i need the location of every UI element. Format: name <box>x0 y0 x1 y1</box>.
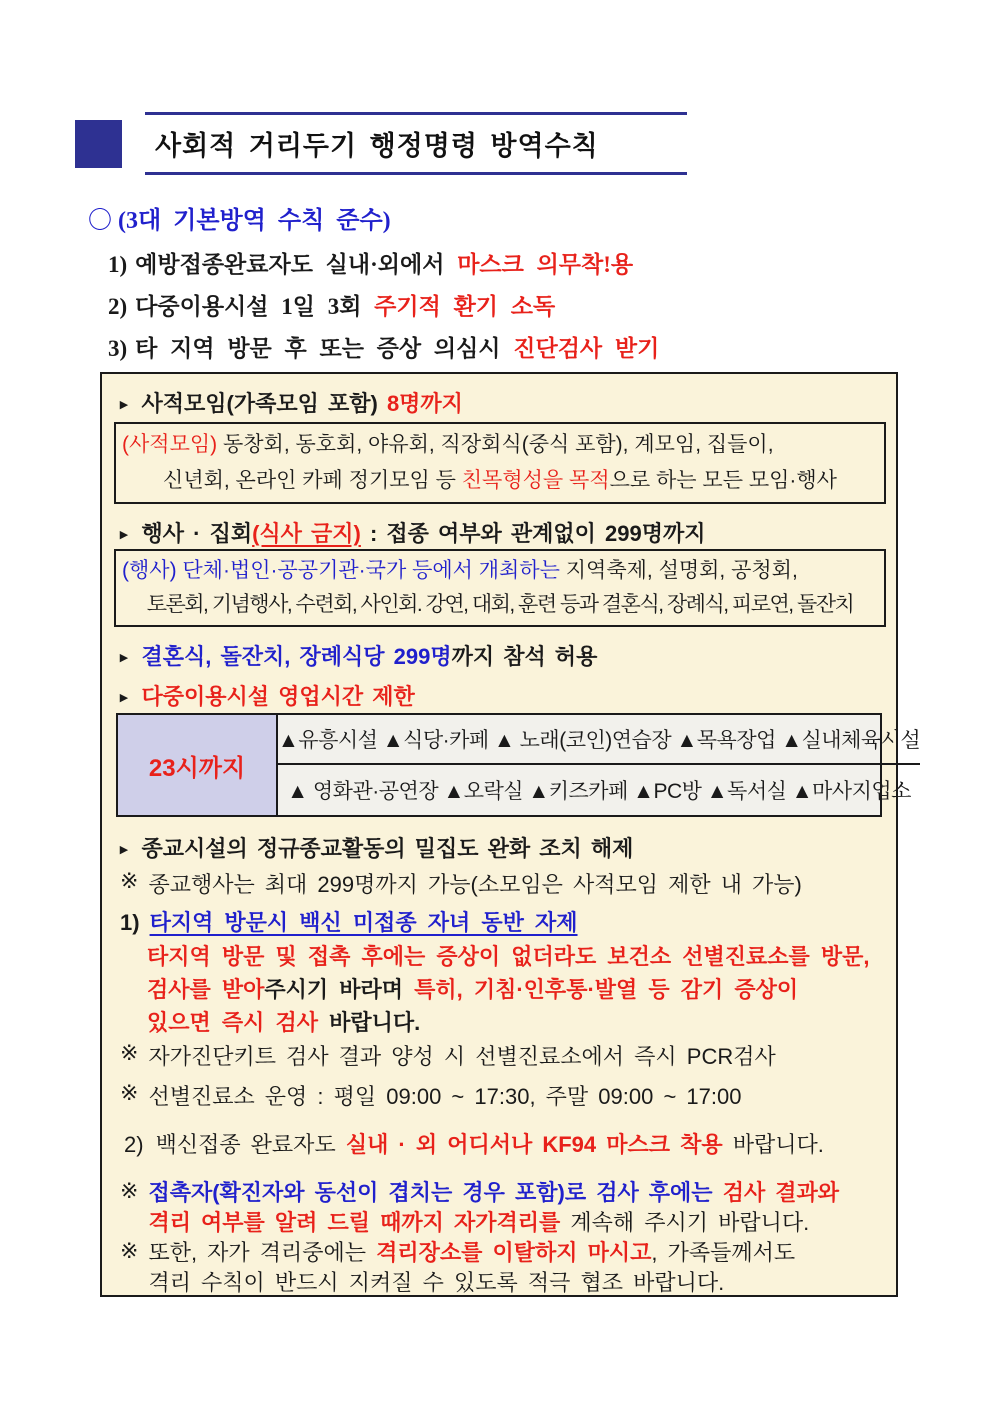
bullet-weddings <box>120 640 882 671</box>
note-clinic-hours-text: 선별진료소 운영 : 평일 09:00 ~ 17:30, 주말 09:00 ~ 17:00 <box>148 1084 742 1109</box>
intro-item-2-text: 다중이용시설 1일 3회 주기적 환기 소독 <box>135 294 556 319</box>
item-2-text: 백신접종 완료자도 실내 · 외 어디서나 KF94 마스크 착용 바랍니다. <box>155 1132 824 1157</box>
intro-heading <box>88 200 928 235</box>
bullet-events-text: 행사 · 집회(식사 금지) : 접종 여부와 관계없이 299명까지 <box>141 521 706 546</box>
item-2-line <box>124 1128 882 1159</box>
facility-list-row-1: ▲유흥시설 ▲식당·카페 ▲ 노래(코인)연습장 ▲목욕장업 ▲실내체육시설 <box>278 715 920 765</box>
item-number: 2) <box>124 1132 144 1157</box>
events-detail-box <box>114 549 886 627</box>
detail-line: 신년회, 온라인 카페 정기모임 등 친목형성을 목적으로 하는 모든 모임·행사 <box>163 469 837 492</box>
reference-mark-icon: ※ <box>120 868 139 893</box>
detail-line: 토론회, 기념행사, 수련회, 사인회. 강연, 대회, 훈련 등과 결혼식, 장례식, 피로연, 돌잔치 <box>146 593 854 616</box>
triangle-bullet-icon: ▸ <box>120 689 128 706</box>
paragraph-line: 타지역 방문 및 접촉 후에는 증상이 없더라도 보건소 선별진료소를 방문, <box>147 944 870 969</box>
intro-section <box>88 200 928 361</box>
item-number: 2) <box>108 294 128 319</box>
intro-item-3-text: 타 지역 방문 후 또는 증상 의심시 진단검사 받기 <box>135 336 660 361</box>
item-1-title: 타지역 방문시 백신 미접종 자녀 동반 자제 <box>149 910 578 935</box>
bullet-business-hours <box>120 680 882 711</box>
triangle-bullet-icon: ▸ <box>120 649 128 666</box>
rules-box <box>100 372 921 1297</box>
reference-mark-icon: ※ <box>120 1238 139 1263</box>
facility-list-row-2: ▲ 영화관·공연장 ▲오락실 ▲키즈카페 ▲PC방 ▲독서실 ▲마사지업소 <box>287 780 911 803</box>
item-number: 1) <box>108 252 128 277</box>
note-self-test-kit <box>120 1040 882 1071</box>
private-gathering-detail-box <box>114 422 886 504</box>
note-religious-events-text: 종교행사는 최대 299명까지 가능(소모임은 사적모임 제한 내 가능) <box>148 872 802 897</box>
item-number: 3) <box>108 336 128 361</box>
item-1-paragraph <box>147 940 882 1039</box>
detail-line: (사적모임) 동창회, 동호회, 야유회, 직장회식(중식 포함), 계모임, 집들이, <box>122 433 774 456</box>
intro-item-1-text: 예방접종완료자도 실내·외에서 마스크 의무착!용 <box>135 252 634 277</box>
paragraph-line: 있으면 즉시 검사 바랍니다. <box>147 1010 421 1035</box>
time-limit-cell: 23시까지 <box>118 715 278 815</box>
intro-item-3 <box>88 336 928 361</box>
triangle-bullet-icon: ▸ <box>120 841 128 858</box>
reference-mark-icon: ※ <box>120 1178 139 1203</box>
bullet-events <box>120 517 882 548</box>
note-line: 접촉자(확진자와 동선이 겹치는 경우 포함)로 검사 후에는 검사 결과와 <box>148 1180 840 1205</box>
note-clinic-hours <box>120 1080 882 1111</box>
note-line: 격리 여부를 알려 드릴 때까지 자가격리를 계속해 주시기 바랍니다. <box>148 1210 810 1235</box>
note-self-test-kit-text: 자가진단키트 검사 결과 양성 시 선별진료소에서 즉시 PCR검사 <box>148 1044 776 1069</box>
intro-item-1 <box>88 252 928 277</box>
triangle-bullet-icon: ▸ <box>120 526 128 543</box>
note-contact-quarantine <box>120 1178 882 1238</box>
business-hours-table <box>116 713 921 817</box>
bullet-religious-text: 종교시설의 정규종교활동의 밀집도 완화 조치 해제 <box>141 836 634 861</box>
bullet-business-hours-text: 다중이용시설 영업시간 제한 <box>141 684 415 709</box>
title-accent-square <box>75 120 122 168</box>
note-religious-events <box>120 868 882 899</box>
intro-item-2 <box>88 294 928 319</box>
note-contact-quarantine-text <box>148 1178 839 1238</box>
note-line: 또한, 자가 격리중에는 격리장소를 이탈하지 마시고, 가족들께서도 <box>148 1240 796 1265</box>
bullet-religious <box>120 832 882 863</box>
reference-mark-icon: ※ <box>120 1080 139 1105</box>
note-line: 격리 수칙이 반드시 지켜질 수 있도록 적극 협조 바랍니다. <box>148 1270 725 1295</box>
page-title: 사회적 거리두기 행정명령 방역수칙 <box>155 131 599 161</box>
title-block <box>145 112 687 175</box>
reference-mark-icon: ※ <box>120 1040 139 1065</box>
bullet-private-gathering-text: 사적모임(가족모임 포함) 8명까지 <box>141 391 463 416</box>
intro-heading-text: (3대 기본방역 수칙 준수) <box>118 208 391 234</box>
detail-line: (행사) 단체·법인·공공기관·국가 등에서 개최하는 지역축제, 설명회, 공청회, <box>122 559 798 582</box>
circle-marker: 〇 <box>88 208 112 234</box>
note-quarantine-rules-text <box>148 1238 795 1298</box>
paragraph-line: 검사를 받아주시기 바라며 특히, 기침·인후통·발열 등 감기 증상이 <box>147 977 799 1002</box>
bullet-private-gathering <box>120 387 882 418</box>
note-quarantine-rules <box>120 1238 882 1298</box>
triangle-bullet-icon: ▸ <box>120 396 128 413</box>
bullet-weddings-text: 결혼식, 돌잔치, 장례식당 299명까지 참석 허용 <box>141 644 598 669</box>
item-1-heading <box>120 906 882 937</box>
item-number: 1) <box>120 910 140 935</box>
